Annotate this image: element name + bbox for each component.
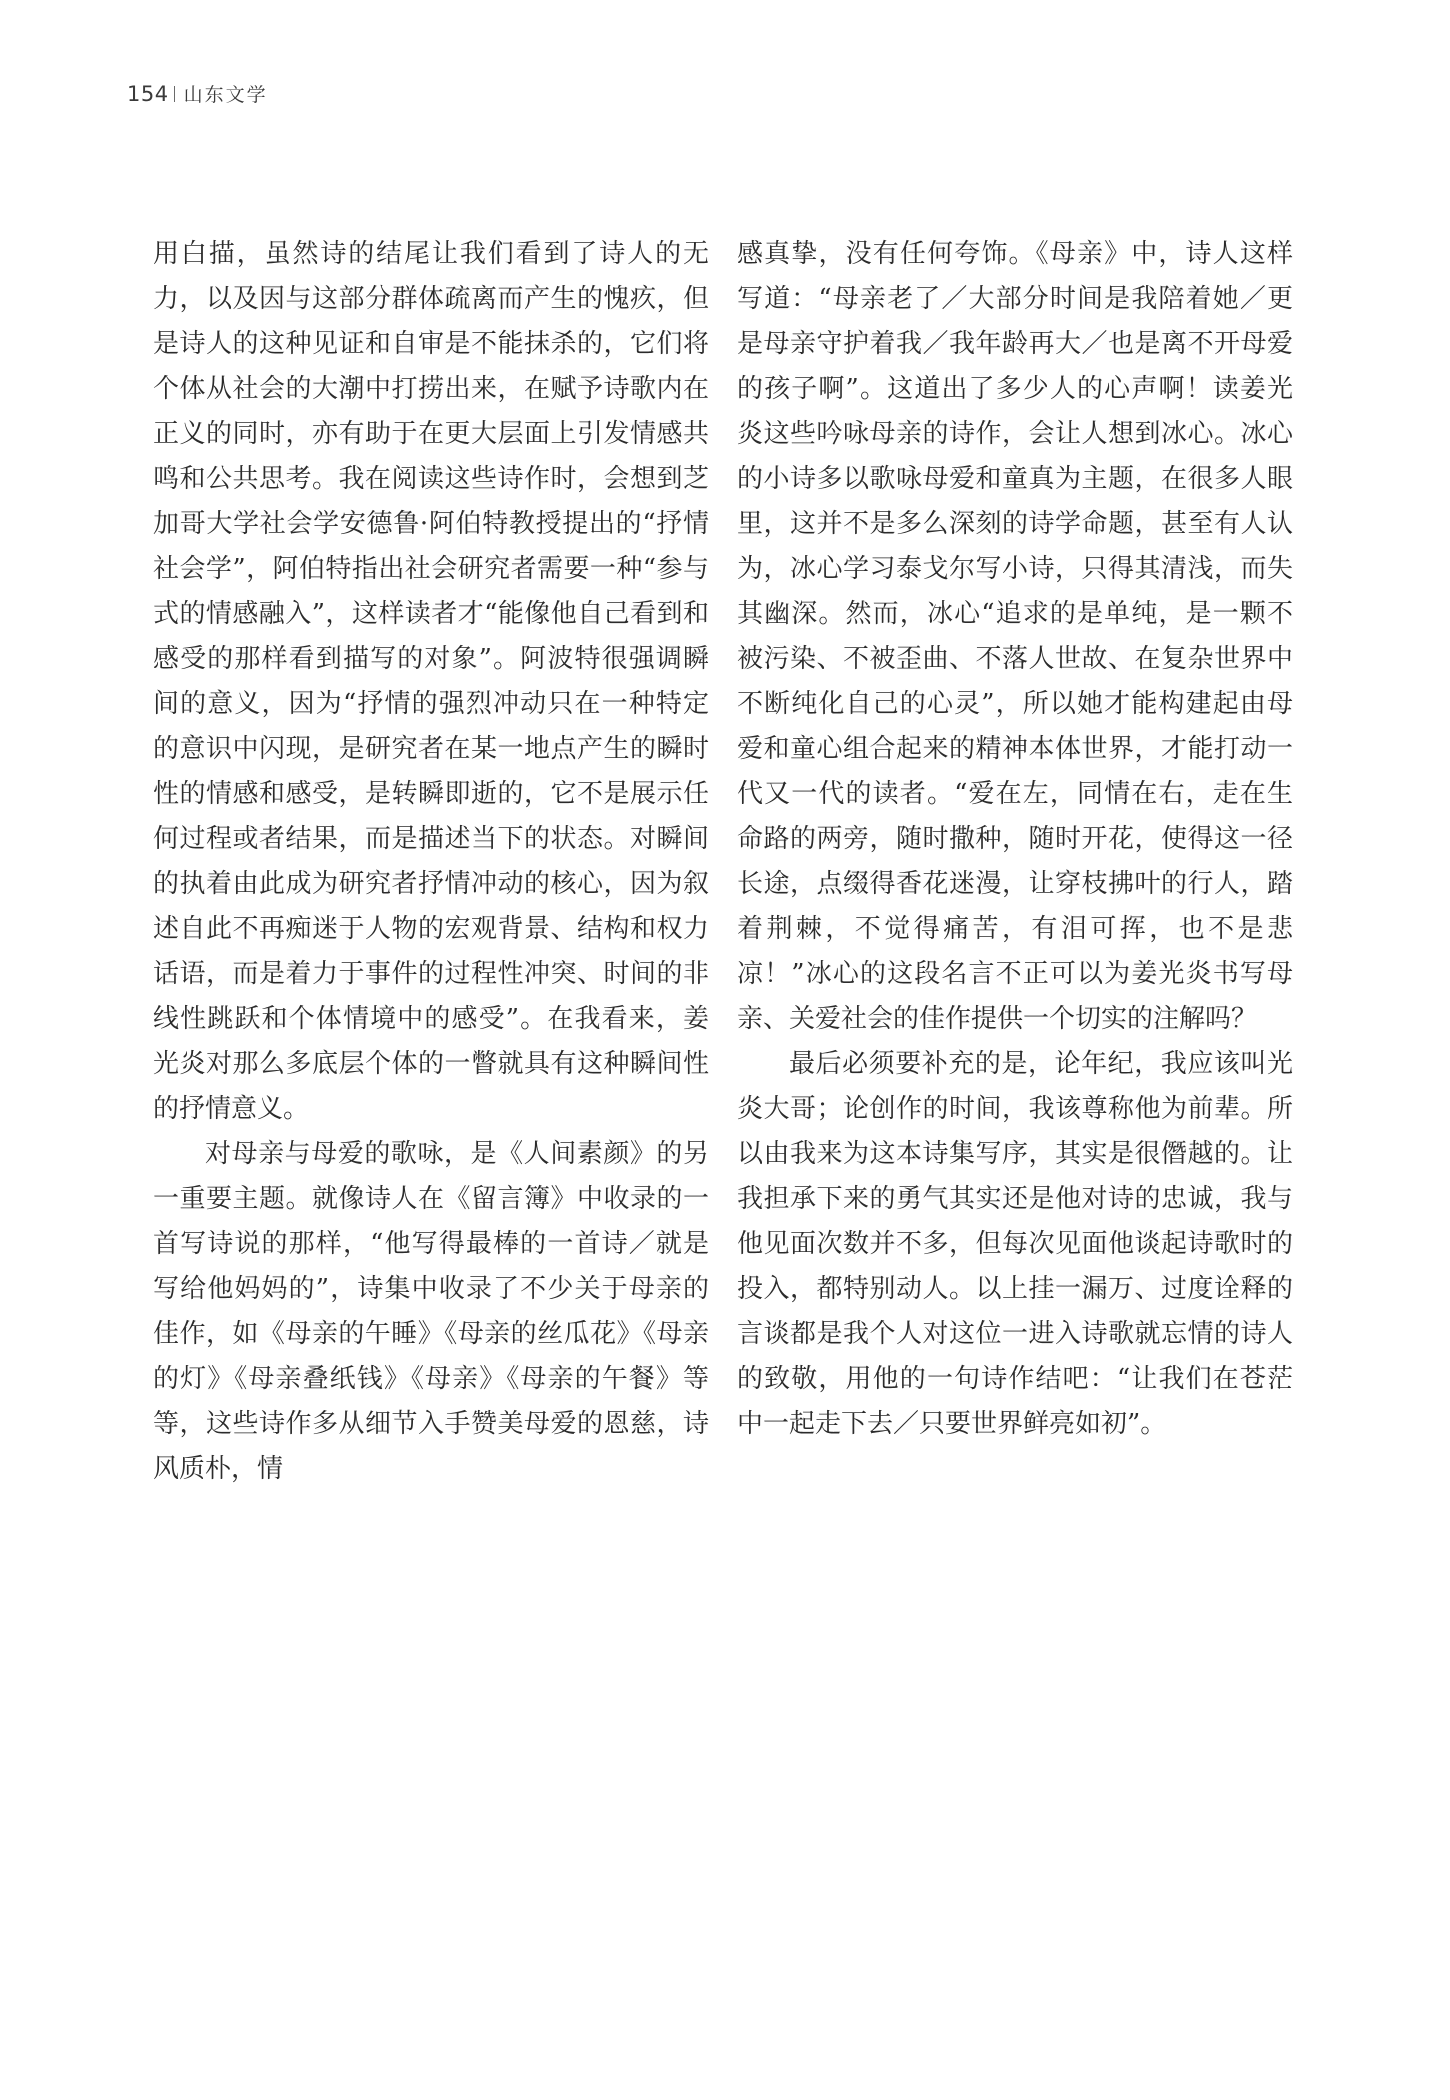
- paragraph: 用白描，虽然诗的结尾让我们看到了诗人的无力，以及因与这部分群体疏离而产生的愧疚，但是诗人的这种见证和自审是不能抹杀的，它们将个体从社会的大潮中打捞出来，在赋予诗歌内在正义的同时，亦有助于在更大层面上引发情感共鸣和公共思考。我在阅读这些诗作时，会想到芝加哥大学社会学安德鲁·阿伯特教授提出的“抒情社会学”，阿伯特指出社会研究者需要一种“参与式的情感融入”，这样读者才“能像他自己看到和感受的那样看到描写的对象”。阿波特很强调瞬间的意义，因为“抒情的强烈冲动只在一种特定的意识中闪现，是研究者在某一地点产生的瞬时性的情感和感受，是转瞬即逝的，它不是展示任何过程或者结果，而是描述当下的状态。对瞬间的执着由此成为研究者抒情冲动的核心，因为叙述自此不再痴迷于人物的宏观背景、结构和权力话语，而是着力于事件的过程性冲突、时间的非线性跳跃和个体情境中的感受”。在我看来，姜光炎对那么多底层个体的一瞥就具有这种瞬间性的抒情意义。: [153, 239, 709, 1124]
- journal-title: 山东文学: [183, 84, 268, 106]
- paragraph: 最后必须要补充的是，论年纪，我应该叫光炎大哥；论创作的时间，我该尊称他为前辈。所以由我来为这本诗集写序，其实是很僭越的。让我担承下来的勇气其实还是他对诗的忠诚，我与他见面次数并不多，但每次见面他谈起诗歌时的投入，都特别动人。以上挂一漏万、过度诠释的言谈都是我个人对这位一进入诗歌就忘情的诗人的致敬，用他的一句诗作结吧：“让我们在苍茫中一起走下去／只要世界鲜亮如初”。: [737, 1049, 1293, 1439]
- running-header: [127, 80, 268, 107]
- right-column: [737, 232, 1293, 1447]
- paragraph: 对母亲与母爱的歌咏，是《人间素颜》的另一重要主题。就像诗人在《留言簿》中收录的一首写诗说的那样，“他写得最棒的一首诗／就是写给他妈妈的”，诗集中收录了不少关于母亲的佳作，如《母亲的午睡》《母亲的丝瓜花》《母亲的灯》《母亲叠纸钱》《母亲》《母亲的午餐》等等，这些诗作多从细节入手赞美母爱的恩慈，诗风质朴，情: [153, 1139, 709, 1484]
- paragraph: 感真挚，没有任何夸饰。《母亲》中，诗人这样写道：“母亲老了／大部分时间是我陪着她／更是母亲守护着我／我年龄再大／也是离不开母爱的孩子啊”。这道出了多少人的心声啊！读姜光炎这些吟咏母亲的诗作，会让人想到冰心。冰心的小诗多以歌咏母爱和童真为主题，在很多人眼里，这并不是多么深刻的诗学命题，甚至有人认为，冰心学习泰戈尔写小诗，只得其清浅，而失其幽深。然而，冰心“追求的是单纯，是一颗不被污染、不被歪曲、不落人世故、在复杂世界中不断纯化自己的心灵”，所以她才能构建起由母爱和童心组合起来的精神本体世界，才能打动一代又一代的读者。“爱在左，同情在右，走在生命路的两旁，随时撒种，随时开花，使得这一径长途，点缀得香花迷漫，让穿枝拂叶的行人，踏着荆棘，不觉得痛苦，有泪可挥，也不是悲凉！”冰心的这段名言不正可以为姜光炎书写母亲、关爱社会的佳作提供一个切实的注解吗？: [737, 239, 1293, 1034]
- left-column: [153, 232, 709, 1492]
- page-number: 154: [127, 81, 169, 106]
- header-divider: [174, 86, 175, 102]
